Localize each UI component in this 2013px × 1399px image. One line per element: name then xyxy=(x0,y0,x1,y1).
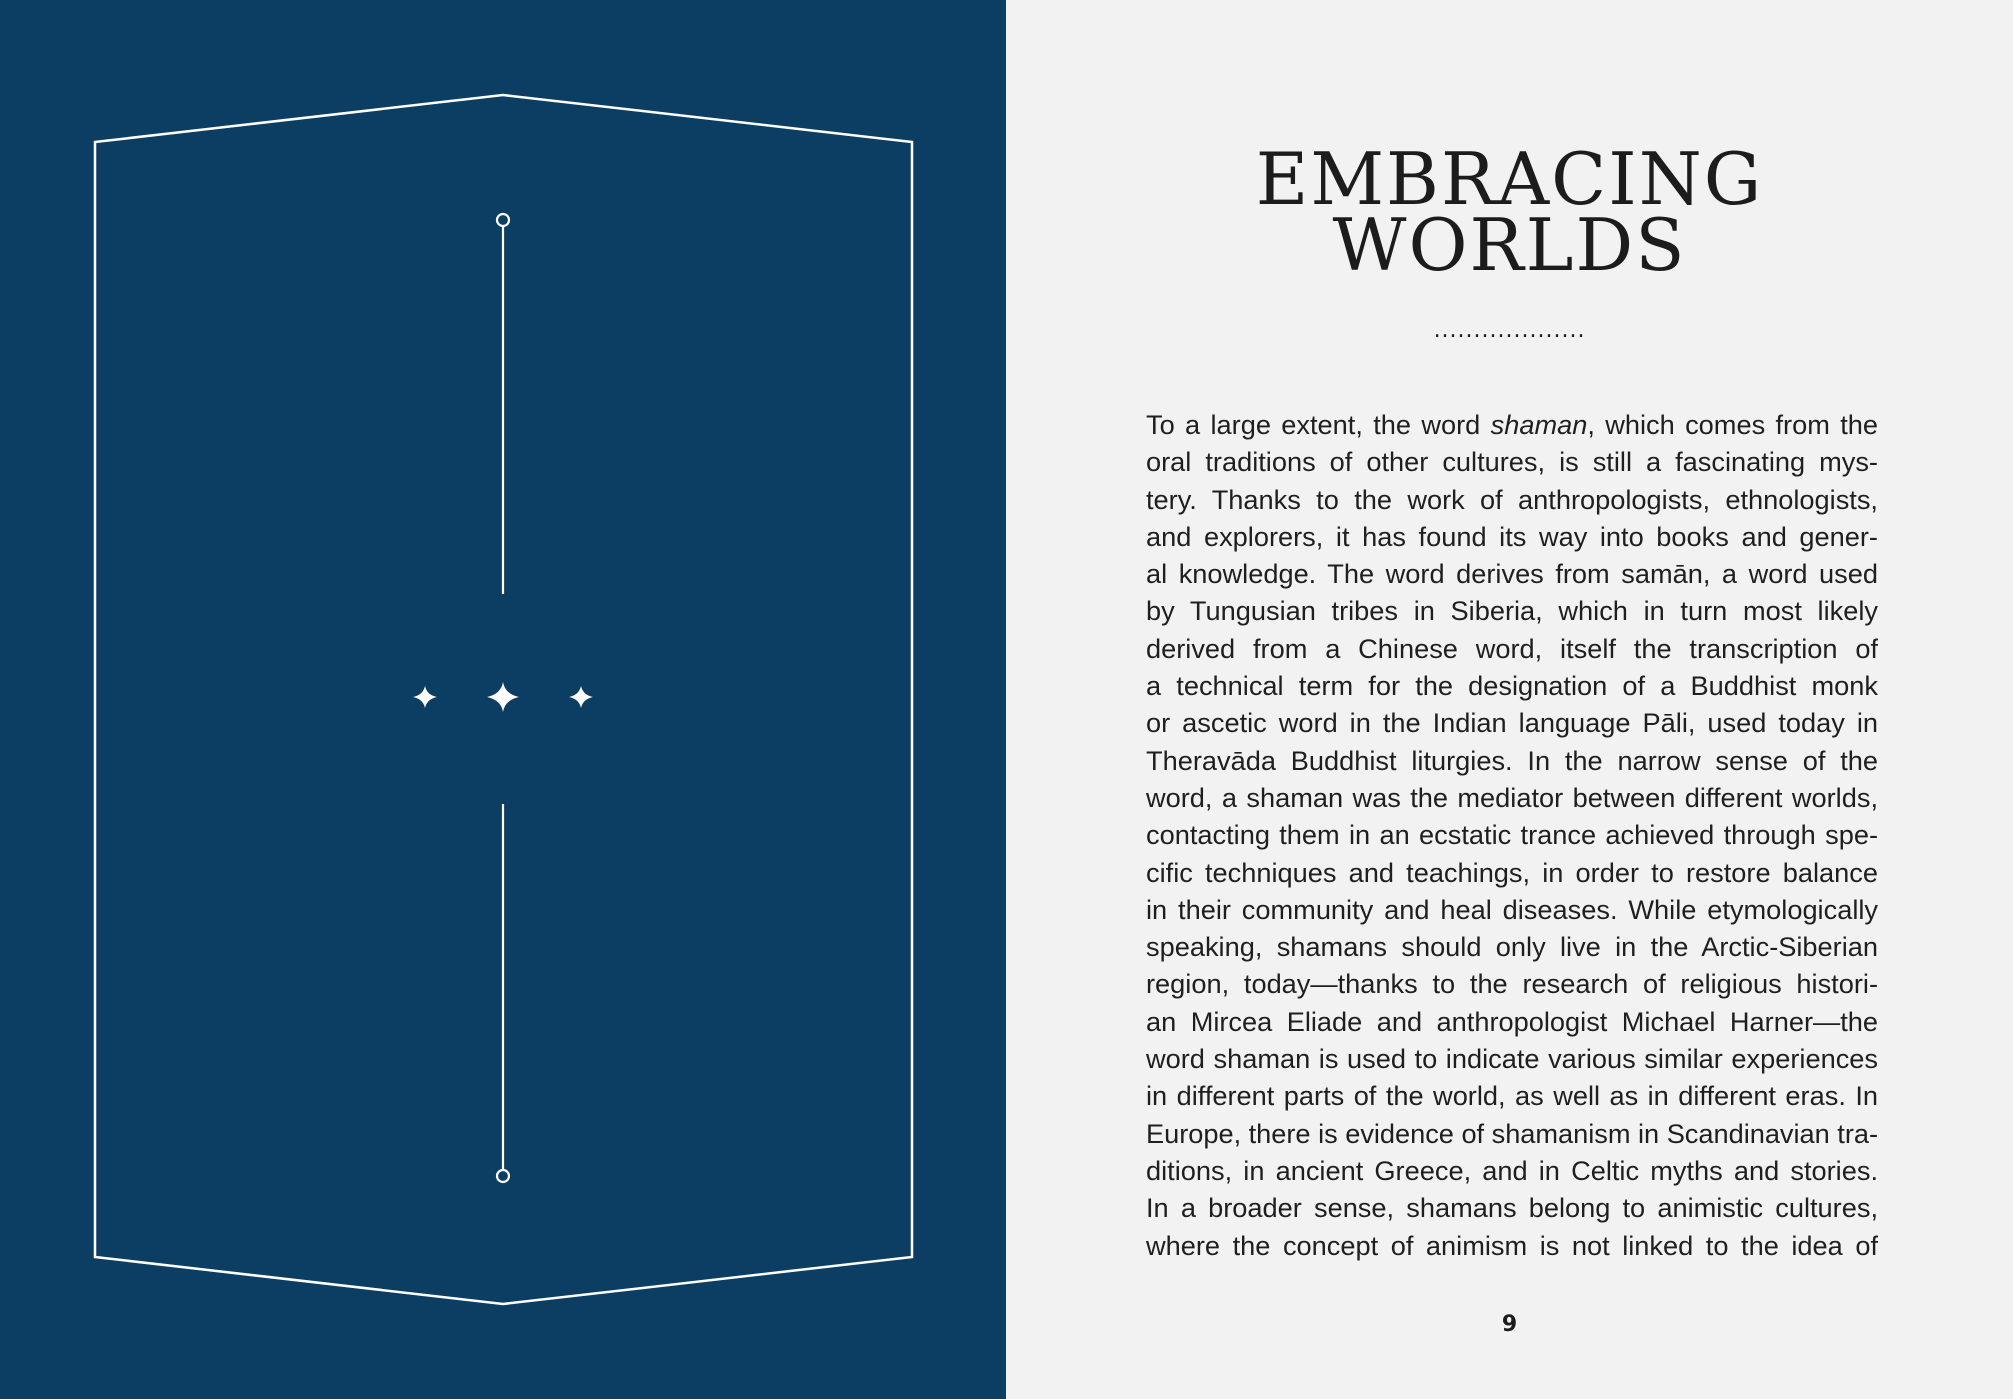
sparkle-star-icon xyxy=(413,682,593,712)
page-number: 9 xyxy=(1501,1312,1518,1337)
star-center xyxy=(487,682,519,712)
star-right xyxy=(569,686,593,708)
body-line: in different parts of the world, as well as in different eras. In xyxy=(1146,1080,1878,1112)
body-line: contacting them in an ecstatic trance achieved through spe- xyxy=(1146,819,1878,851)
body-line: cific techniques and teachings, in order to restore balance xyxy=(1146,856,1878,888)
body-line: tery. Thanks to the work of anthropologists, ethnologists, xyxy=(1146,483,1878,515)
body-line: Europe, there is evidence of shamanism in Scandinavian tra- xyxy=(1146,1117,1878,1149)
dotted-divider: ................... xyxy=(1433,318,1586,343)
body-line: or ascetic word in the Indian language Pāli, used today in xyxy=(1146,707,1878,739)
body-line: speaking, shamans should only live in the Arctic-Siberian xyxy=(1146,931,1878,963)
body-line: region, today—thanks to the research of religious histori- xyxy=(1146,968,1878,1000)
body-line: in their community and heal diseases. While etymologically xyxy=(1146,893,1878,925)
body-line: an Mircea Eliade and anthropologist Michael Harner—the xyxy=(1146,1005,1878,1037)
body-line: Theravāda Buddhist liturgies. In the narrow sense of the xyxy=(1146,744,1878,776)
body-line: oral traditions of other cultures, is still a fascinating mys- xyxy=(1146,446,1878,478)
body-line: and explorers, it has found its way into books and gener- xyxy=(1146,520,1878,552)
top-circle xyxy=(497,214,509,226)
body-paragraph xyxy=(1146,406,1878,1264)
body-line: by Tungusian tribes in Siberia, which in turn most likely xyxy=(1146,595,1878,627)
body-line: a technical term for the designation of a Buddhist monk xyxy=(1146,670,1878,702)
body-line: al knowledge. The word derives from samān, a word used xyxy=(1146,558,1878,590)
italic-term: shaman xyxy=(1490,409,1588,440)
body-line: In a broader sense, shamans belong to animistic cultures, xyxy=(1146,1192,1878,1224)
star-left xyxy=(413,686,437,708)
chapter-title xyxy=(1006,137,2013,287)
body-line: To a large extent, the word shaman, which comes from the xyxy=(1146,409,1878,440)
chapter-title-line-2: WORLDS xyxy=(1332,203,1687,287)
body-line: ditions, in ancient Greece, and in Celtic myths and stories. xyxy=(1146,1154,1878,1186)
body-line: derived from a Chinese word, itself the transcription of xyxy=(1146,632,1878,664)
text-page xyxy=(1006,0,2013,1399)
chapter-title-line-1: EMBRACING xyxy=(1255,137,1764,221)
body-line: word, a shaman was the mediator between different worlds, xyxy=(1146,781,1878,813)
body-line: word shaman is used to indicate various similar experiences xyxy=(1146,1043,1878,1075)
bottom-circle xyxy=(497,1170,509,1182)
geometric-frame-icon xyxy=(0,0,1006,1399)
illustration-page xyxy=(0,0,1006,1399)
body-line: where the concept of animism is not linked to the idea of xyxy=(1146,1229,1878,1261)
